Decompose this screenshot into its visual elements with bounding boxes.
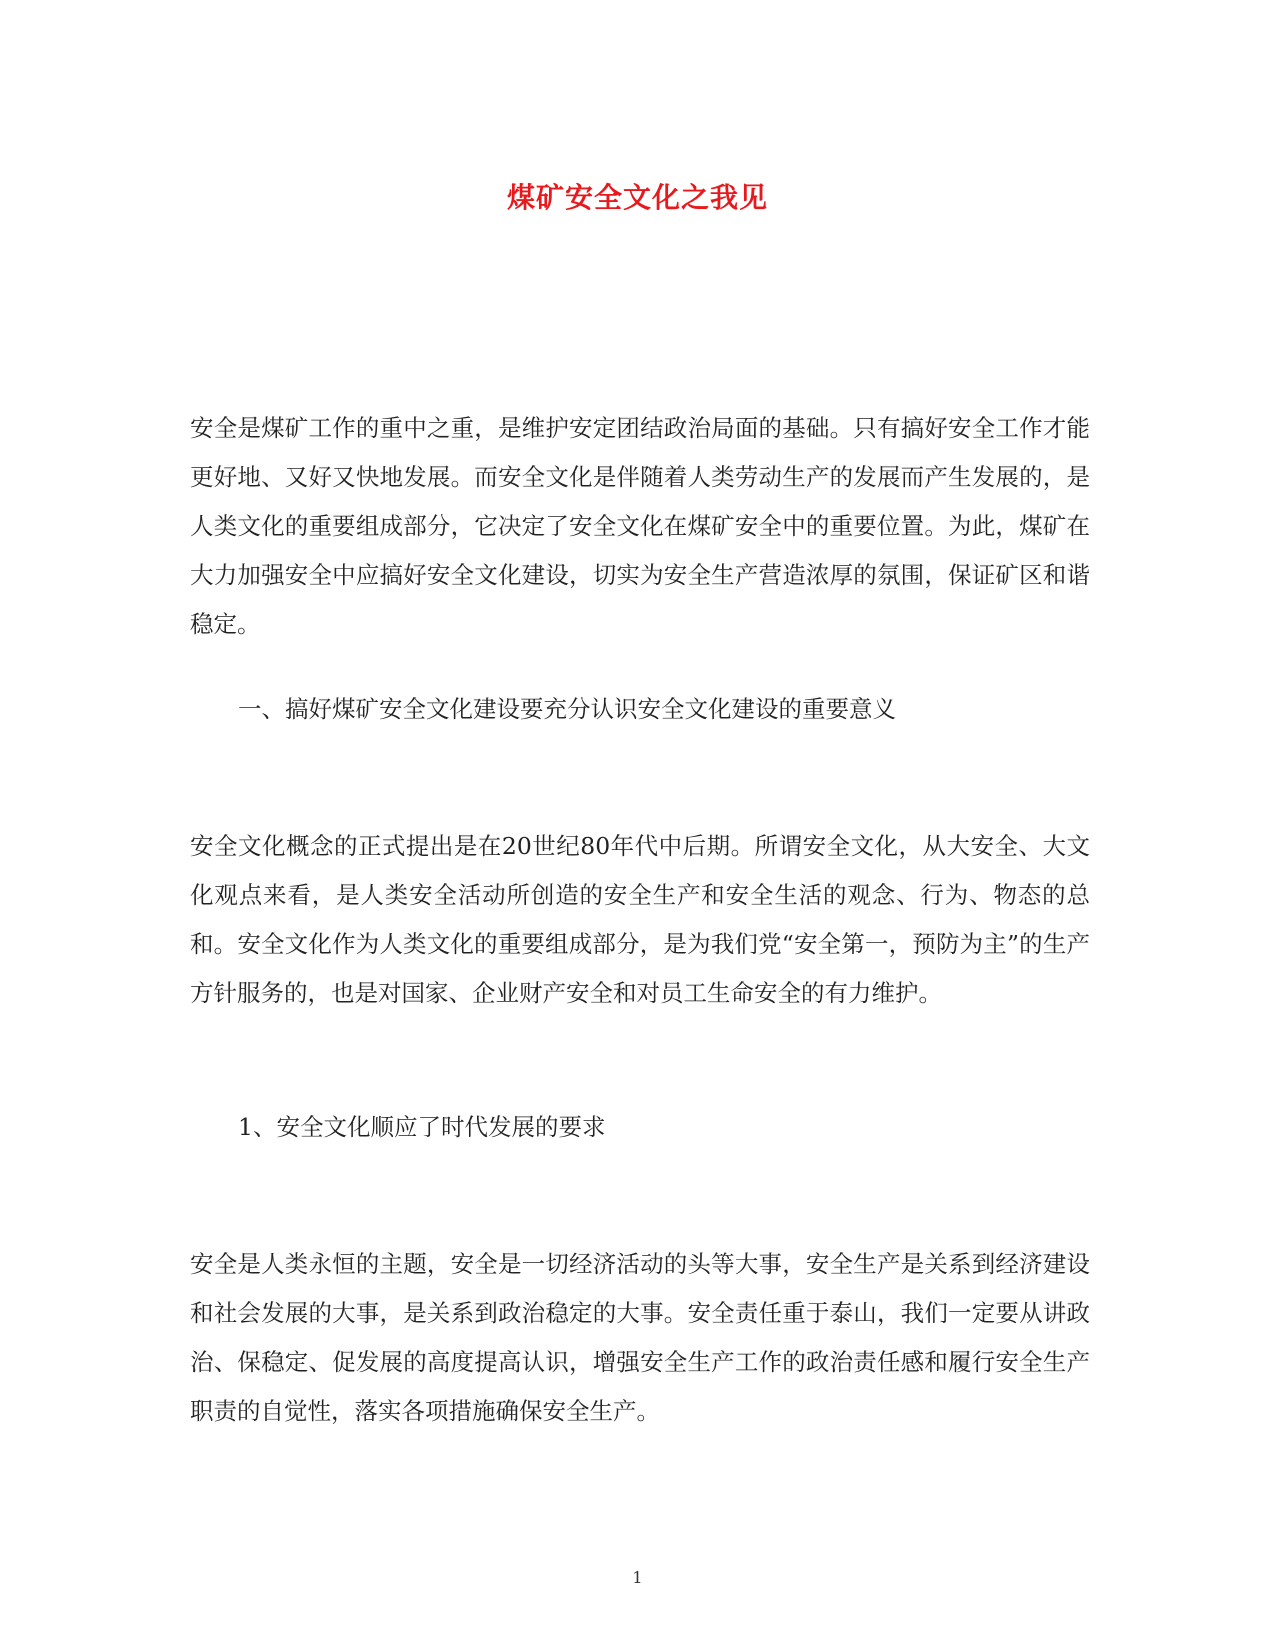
section-heading-1: 一、搞好煤矿安全文化建设要充分认识安全文化建设的重要意义 xyxy=(238,695,896,723)
paragraph-intro: 安全是煤矿工作的重中之重，是维护安定团结政治局面的基础。只有搞好安全工作才能更好地、又好又快地发展。而安全文化是伴随着人类劳动生产的发展而产生发展的，是人类文化的重要组成部分，它决定了安全文化在煤矿安全中的重要位置。为此，煤矿在大力加强安全中应搞好安全文化建设，切实为安全生产营造浓厚的氛围，保证矿区和谐稳定。 xyxy=(190,414,1090,638)
page-number: 1 xyxy=(632,1568,643,1587)
paragraph-safety-culture-concept: 安全文化概念的正式提出是在20世纪80年代中后期。所谓安全文化，从大安全、大文化观点来看，是人类安全活动所创造的安全生产和安全生活的观念、行为、物态的总和。安全文化作为人类文化的重要组成部分，是为我们党“安全第一，预防为主”的生产方针服务的，也是对国家、企业财产安全和对员工生命安全的有力维护。 xyxy=(190,832,1090,1007)
document-title: 煤矿安全文化之我见 xyxy=(506,181,768,214)
section-heading-1-1: 1、安全文化顺应了时代发展的要求 xyxy=(238,1113,606,1141)
paragraph-safety-theme: 安全是人类永恒的主题，安全是一切经济活动的头等大事，安全生产是关系到经济建设和社会发展的大事，是关系到政治稳定的大事。安全责任重于泰山，我们一定要从讲政治、保稳定、促发展的高度提高认识，增强安全生产工作的政治责任感和履行安全生产职责的自觉性，落实各项措施确保安全生产。 xyxy=(190,1250,1090,1425)
